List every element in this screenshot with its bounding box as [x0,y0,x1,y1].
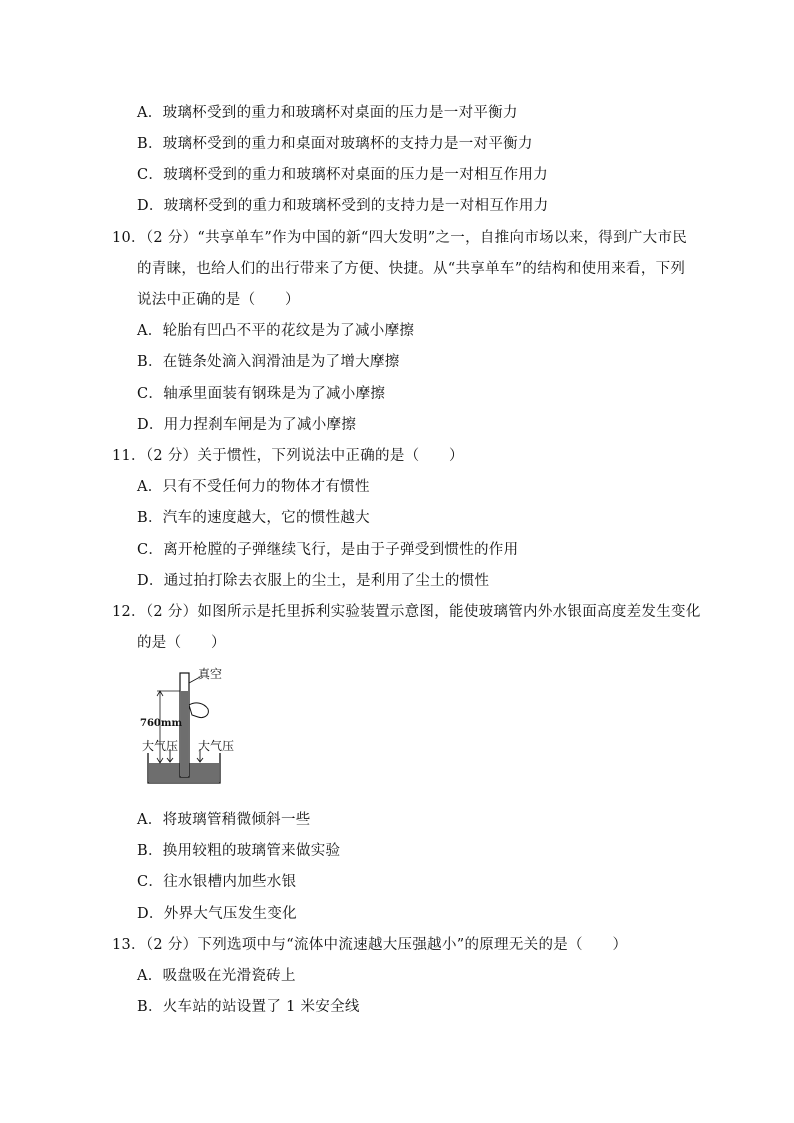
q12-stem-line-2: 的是（ ） [137,635,226,651]
label-pressure-left: 大气压 [142,739,179,753]
q10-stem-line-1: 10．（2 分）“共享单车”作为中国的新“四大发明”之一，自推向市场以来，得到广大市民 [112,230,688,246]
label-vacuum: 真空 [198,667,223,681]
q11-stem: 11．（2 分）关于惯性，下列说法中正确的是（ ） [112,448,464,464]
q13-option-a: A．吸盘吸在光滑瓷砖上 [137,968,296,984]
q9-option-c: C．玻璃杯受到的重力和玻璃杯对桌面的压力是一对相互作用力 [137,167,548,183]
q12-option-a: A．将玻璃管稍微倾斜一些 [137,812,311,828]
q10-option-b: B．在链条处滴入润滑油是为了增大摩擦 [137,354,400,370]
torricelli-diagram [140,665,250,785]
q9-option-a: A．玻璃杯受到的重力和玻璃杯对桌面的压力是一对平衡力 [137,105,518,121]
q10-option-c: C．轴承里面装有钢珠是为了减小摩擦 [137,386,386,402]
q12-stem-line-1: 12．（2 分）如图所示是托里拆利实验装置示意图，能使玻璃管内外水银面高度差发生变化 [112,604,701,620]
q9-option-b: B．玻璃杯受到的重力和桌面对玻璃杯的支持力是一对平衡力 [137,136,533,152]
q12-option-c: C．往水银槽内加些水银 [137,874,297,890]
q13-option-b: B．火车站的站设置了 1 米安全线 [137,999,360,1015]
q10-stem-line-2: 的青睐，也给人们的出行带来了方便、快捷。从“共享单车”的结构和使用来看，下列 [137,261,686,277]
label-pressure-right: 大气压 [198,739,235,753]
q11-option-d: D．通过拍打除去衣服上的尘土，是利用了尘土的惯性 [137,573,490,589]
q12-option-b: B．换用较粗的玻璃管来做实验 [137,843,341,859]
hand-icon [189,703,208,718]
q11-option-b: B．汽车的速度越大，它的惯性越大 [137,510,370,526]
q9-option-d: D．玻璃杯受到的重力和玻璃杯受到的支持力是一对相互作用力 [137,198,549,214]
label-760mm: 760mm [140,718,183,729]
q11-option-a: A．只有不受任何力的物体才有惯性 [137,479,370,495]
q10-stem-line-3: 说法中正确的是（ ） [137,292,300,308]
q11-option-c: C．离开枪膛的子弹继续飞行，是由于子弹受到惯性的作用 [137,542,519,558]
mercury-column [181,691,188,777]
q10-option-d: D．用力捏刹车闸是为了减小摩擦 [137,417,357,433]
q13-stem: 13．（2 分）下列选项中与“流体中流速越大压强越小”的原理无关的是（ ） [112,937,628,953]
q12-option-d: D．外界大气压发生变化 [137,906,297,922]
q10-option-a: A．轮胎有凹凸不平的花纹是为了减小摩擦 [137,323,415,339]
